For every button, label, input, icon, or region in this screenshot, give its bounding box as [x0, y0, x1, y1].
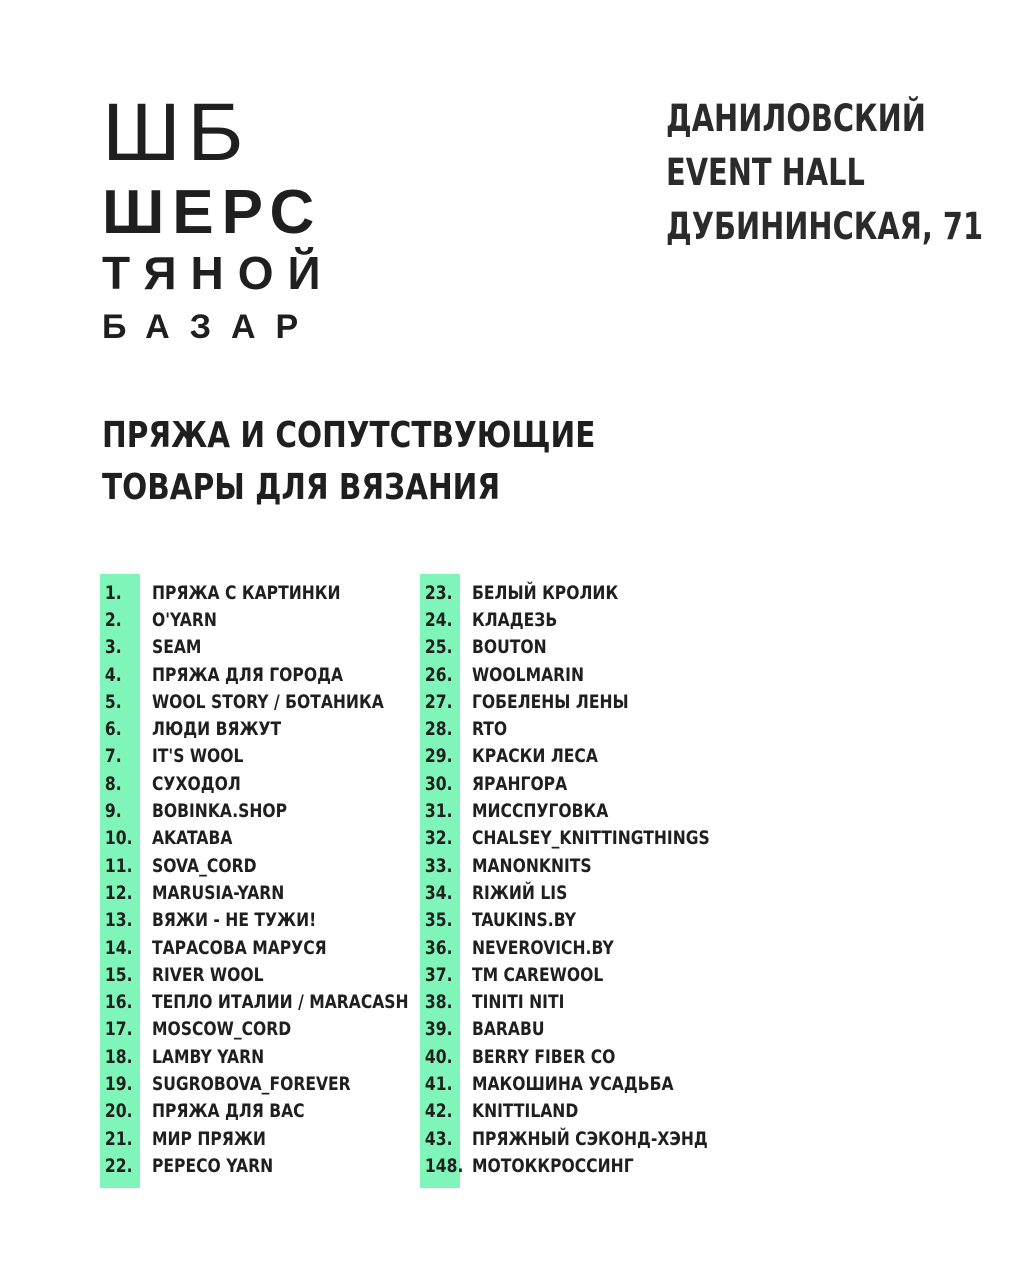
list-item [420, 1070, 762, 1097]
list-item [100, 1125, 465, 1152]
list-item [420, 879, 762, 906]
participants-list-right [420, 574, 762, 1180]
list-item-name: MOSCOW_CORD [152, 1018, 292, 1041]
list-item-name: BOBINKA.SHOP [152, 800, 288, 823]
participants-list [420, 579, 762, 1180]
list-item-name: ВЯЖИ - НЕ ТУЖИ! [152, 909, 317, 932]
list-item-number: 29. [424, 745, 453, 768]
list-item-number: 1. [104, 581, 122, 604]
list-item-name: RIVER WOOL [152, 963, 264, 986]
list-item-number: 28. [424, 718, 453, 741]
list-item [100, 715, 465, 742]
list-item-number: 40. [424, 1045, 453, 1068]
logo-text-line-2: ТЯНОЙ [102, 247, 335, 299]
list-item-name: MARUSIA-YARN [152, 881, 285, 904]
heading-line-2: ТОВАРЫ ДЛЯ ВЯЗАНИЯ [102, 467, 501, 508]
list-item-number: 4. [104, 663, 122, 686]
list-item-name: PEPECO YARN [152, 1154, 274, 1177]
list-item-name: KNITTILAND [472, 1100, 579, 1123]
venue-line-3: ДУБИНИНСКАЯ, 71 [666, 205, 984, 248]
list-item [100, 579, 465, 606]
list-item [420, 743, 762, 770]
list-item-number: 23. [424, 581, 453, 604]
list-item-name: WOOL STORY / БОТАНИКА [152, 690, 384, 713]
list-item-name: TAUKINS.BY [472, 909, 577, 932]
list-item [100, 770, 465, 797]
list-item [420, 1098, 762, 1125]
list-item-number: 37. [424, 963, 453, 986]
venue-address [666, 92, 983, 254]
list-item-number: 13. [104, 909, 133, 932]
list-item-number: 7. [104, 745, 122, 768]
list-item-name: ТЕПЛО ИТАЛИИ / MARACASH [152, 991, 409, 1014]
logo [102, 87, 335, 346]
list-item-name: ТАРАСОВА МАРУСЯ [152, 936, 327, 959]
list-item [100, 1098, 465, 1125]
venue-line-2: EVENT HALL [666, 151, 865, 194]
list-item-name: BERRY FIBER CO [472, 1045, 616, 1068]
heading-line-1: ПРЯЖА И СОПУТСТВУЮЩИЕ [102, 415, 596, 456]
list-item [100, 606, 465, 633]
list-item-name: ЯРАНГОРА [472, 772, 568, 795]
list-item [100, 988, 465, 1015]
list-item-name: SUGROBOVA_FOREVER [152, 1072, 351, 1095]
list-item-number: 15. [104, 963, 133, 986]
list-item-number: 35. [424, 909, 453, 932]
list-item-name: TINITI NITI [472, 991, 565, 1014]
list-item [100, 688, 465, 715]
section-heading [102, 410, 595, 514]
list-item-number: 10. [104, 827, 133, 850]
list-item [420, 1152, 762, 1179]
list-item [420, 1016, 762, 1043]
list-item [100, 961, 465, 988]
list-item-number: 25. [424, 636, 453, 659]
list-item-name: СУХОДОЛ [152, 772, 241, 795]
list-item [420, 797, 762, 824]
list-item [100, 907, 465, 934]
list-item-name: ПРЯЖА С КАРТИНКИ [152, 581, 341, 604]
list-item-name: КЛАДЕЗЬ [472, 608, 558, 631]
list-item-name: КРАСКИ ЛЕСА [472, 745, 598, 768]
list-item-number: 6. [104, 718, 122, 741]
list-item-number: 34. [424, 881, 453, 904]
list-item-name: AKATABA [152, 827, 233, 850]
list-item [420, 661, 762, 688]
list-item-name: BOUTON [472, 636, 547, 659]
list-item [100, 825, 465, 852]
list-item [420, 988, 762, 1015]
list-item-number: 43. [424, 1127, 453, 1150]
list-item-name: ПРЯЖА ДЛЯ ВАС [152, 1100, 305, 1123]
list-item-number: 3. [104, 636, 122, 659]
list-item-name: RTO [472, 718, 508, 741]
list-item-number: 12. [104, 881, 133, 904]
list-item-number: 24. [424, 608, 453, 631]
list-item [420, 825, 762, 852]
list-item [100, 852, 465, 879]
list-item [100, 661, 465, 688]
list-item-number: 14. [104, 936, 133, 959]
list-item-name: NEVEROVICH.BY [472, 936, 614, 959]
list-item-number: 27. [424, 690, 453, 713]
list-item-name: MANONKNITS [472, 854, 592, 877]
logo-text-line-3: БАЗАР [102, 308, 319, 346]
logo-mark: ШБ [102, 87, 251, 178]
list-item-name: RIЖИЙ LIS [472, 881, 568, 904]
list-item [420, 961, 762, 988]
list-item-name: SEAM [152, 636, 202, 659]
logo-text-line-1: ШЕРС [102, 178, 323, 247]
list-item-number: 36. [424, 936, 453, 959]
list-item-number: 33. [424, 854, 453, 877]
participants-list-left [100, 574, 465, 1180]
participants-list [100, 579, 465, 1180]
list-item-number: 148. [424, 1154, 464, 1177]
list-item-name: ЛЮДИ ВЯЖУТ [152, 718, 282, 741]
list-item-number: 30. [424, 772, 453, 795]
list-item-number: 42. [424, 1100, 453, 1123]
list-item-name: МОТОККРОССИНГ [472, 1154, 634, 1177]
list-item [100, 934, 465, 961]
list-item [420, 1043, 762, 1070]
list-item [420, 579, 762, 606]
list-item [100, 1152, 465, 1179]
list-item-number: 38. [424, 991, 453, 1014]
list-item-name: МАКОШИНА УСАДЬБА [472, 1072, 674, 1095]
list-item [100, 743, 465, 770]
list-item-number: 32. [424, 827, 453, 850]
list-item [420, 715, 762, 742]
list-item-number: 9. [104, 800, 122, 823]
list-item [420, 907, 762, 934]
list-item [420, 634, 762, 661]
list-item-number: 16. [104, 991, 133, 1014]
list-item [420, 770, 762, 797]
list-item-number: 11. [104, 854, 133, 877]
list-item-number: 21. [104, 1127, 133, 1150]
list-item [420, 852, 762, 879]
list-item [420, 606, 762, 633]
list-item [100, 1016, 465, 1043]
list-item-name: SOVA_CORD [152, 854, 257, 877]
list-item [100, 797, 465, 824]
list-item-number: 19. [104, 1072, 133, 1095]
list-item-number: 18. [104, 1045, 133, 1068]
list-item-number: 39. [424, 1018, 453, 1041]
list-item-name: WOOLMARIN [472, 663, 585, 686]
list-item-name: IT'S WOOL [152, 745, 244, 768]
list-item [100, 879, 465, 906]
list-item [100, 634, 465, 661]
list-item-number: 20. [104, 1100, 133, 1123]
list-item-name: O'YARN [152, 608, 217, 631]
list-item [420, 688, 762, 715]
list-item-name: МИР ПРЯЖИ [152, 1127, 266, 1150]
list-item-name: LAMBY YARN [152, 1045, 265, 1068]
list-item-name: TM CAREWOOL [472, 963, 604, 986]
list-item-number: 31. [424, 800, 453, 823]
list-item-number: 26. [424, 663, 453, 686]
venue-line-1: ДАНИЛОВСКИЙ [666, 97, 926, 140]
list-item-number: 41. [424, 1072, 453, 1095]
list-item [100, 1043, 465, 1070]
list-item-name: CHALSEY_KNITTINGTHINGS [472, 827, 710, 850]
list-item-number: 22. [104, 1154, 133, 1177]
list-item-name: ПРЯЖНЫЙ СЭКОНД-ХЭНД [472, 1127, 708, 1150]
list-item-number: 2. [104, 608, 122, 631]
list-item [420, 934, 762, 961]
list-item-number: 8. [104, 772, 122, 795]
list-item-name: ГОБЕЛЕНЫ ЛЕНЫ [472, 690, 629, 713]
list-item-name: МИССПУГОВКА [472, 800, 609, 823]
list-item-name: БЕЛЫЙ КРОЛИК [472, 581, 619, 604]
list-item [420, 1125, 762, 1152]
list-item [100, 1070, 465, 1097]
list-item-name: BARABU [472, 1018, 545, 1041]
list-item-number: 17. [104, 1018, 133, 1041]
list-item-number: 5. [104, 690, 122, 713]
list-item-name: ПРЯЖА ДЛЯ ГОРОДА [152, 663, 344, 686]
